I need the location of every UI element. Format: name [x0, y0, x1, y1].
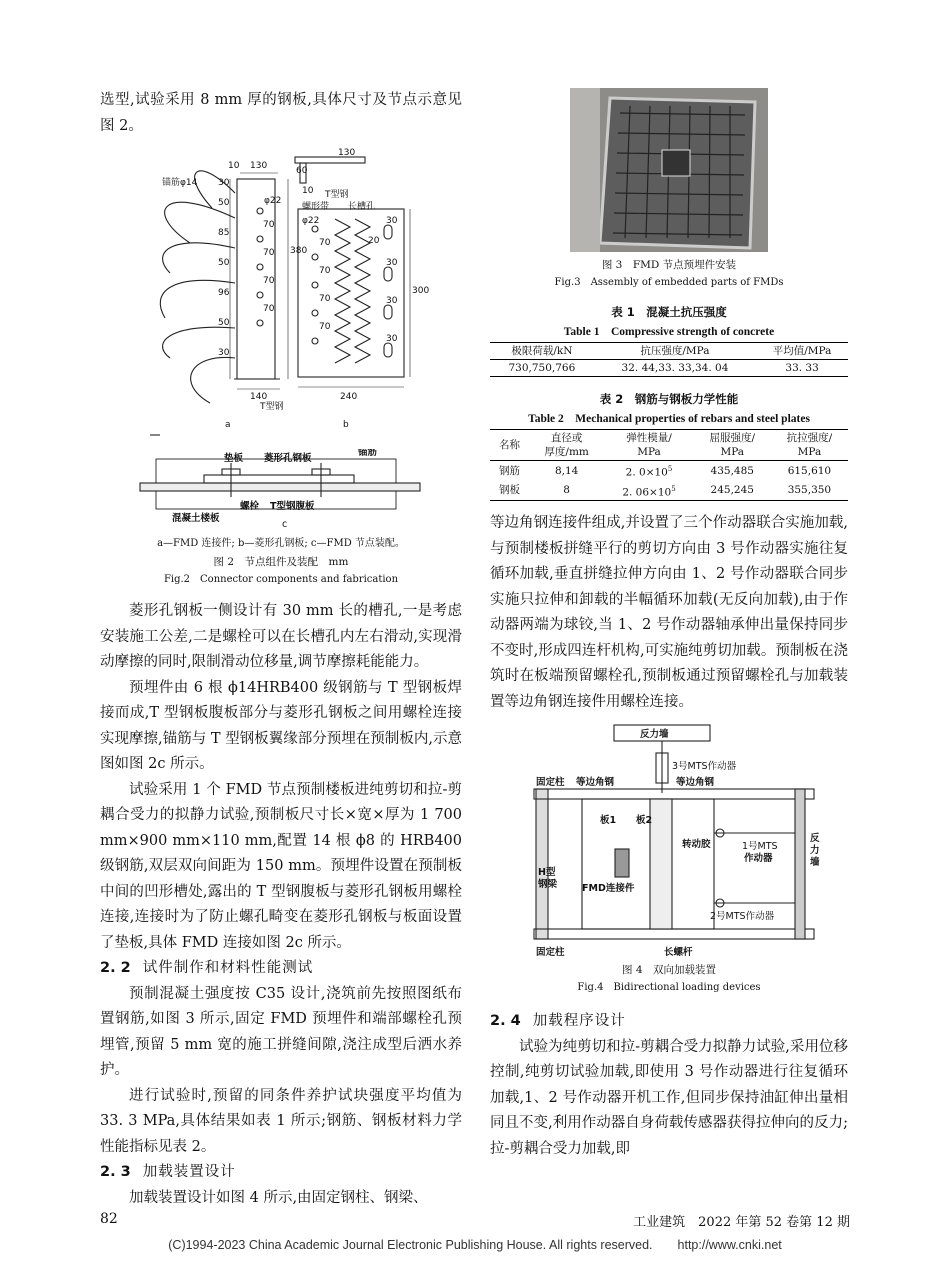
figure-2c	[100, 449, 462, 529]
table-cell: 615,610	[787, 464, 832, 477]
table-1-header: 极限荷载/kN	[490, 343, 594, 360]
label-board2: 板2	[636, 815, 653, 826]
dim-30c: 30	[386, 216, 398, 226]
paragraph-1: 菱形孔钢板一侧设计有 30 mm 长的槽孔,一是考虑安装施工公差,二是螺栓可以在长槽孔内左右滑动,实现滑动摩擦的同时,限制滑动位移量,调节摩擦耗能能力。	[100, 603, 462, 670]
label-hbeam-2: 钢梁	[538, 879, 558, 890]
figure-2c-drawing	[100, 449, 462, 529]
dim-96: 96	[218, 288, 230, 298]
table-cell: 8,14	[554, 464, 579, 477]
label-a: a	[225, 420, 231, 430]
paragraph-4: 预制混凝土强度按 C35 设计,浇筑前先按照图纸布置钢筋,如图 3 所示,固定 FMD 预埋件和端部螺栓孔预埋管,预留 5 mm 宽的施工拼缝间隙,浇注成型后洒水养护。	[100, 985, 462, 1078]
copyright-line: (C)1994-2023 China Academic Journal Electronic Publishing House. All rights reserved. http://www.cnki.net	[168, 1238, 782, 1252]
label-web: T型钢腹板	[270, 501, 315, 512]
page-number: 82	[100, 1211, 118, 1227]
left-column	[100, 88, 462, 1211]
table-cell: 245,245	[694, 481, 771, 501]
table-1-header: 平均值/MPa	[756, 343, 848, 360]
figure-4-drawing	[490, 723, 848, 961]
label-fixed-col-bottom: 固定柱	[536, 947, 565, 958]
figure-2-caption-cn: 图 2 节点组件及装配 mm	[213, 556, 349, 568]
paragraph-6: 加载装置设计如图 4 所示,由固定钢柱、钢梁、	[129, 1189, 428, 1206]
table-row	[490, 360, 848, 377]
label-pad: 垫板	[224, 453, 244, 464]
label-slot: 长槽孔	[348, 202, 376, 212]
section-2-3-heading: 2. 3 加载装置设计	[100, 1164, 236, 1180]
figure-3-caption-en: Fig.3 Assembly of embedded parts of FMDs	[554, 277, 784, 288]
table-2-header-tensile: 抗拉强度/ MPa	[771, 430, 848, 461]
table-2-header-yield: 屈服强度/ MPa	[694, 430, 771, 461]
label-reaction-wall-top: 反力墙	[640, 729, 669, 740]
journal-info: 工业建筑 2022 年第 52 卷第 12 期	[633, 1215, 850, 1230]
table-cell: 2. $0\times 10^5$	[625, 465, 673, 479]
table-1-header: 抗压强度/MPa	[594, 343, 756, 360]
dim-70e: 70	[319, 238, 331, 248]
table-cell: 435,485	[710, 464, 754, 477]
figure-4	[490, 723, 848, 961]
label-wall-r3: 墙	[810, 857, 820, 868]
dim-30e: 30	[386, 296, 398, 306]
table-2	[490, 429, 848, 501]
dim-140: 140	[250, 392, 268, 402]
table-2-title-cn: 表 2 钢筋与钢板力学性能	[599, 392, 739, 406]
table-cell: 8	[529, 481, 604, 501]
dim-300: 300	[412, 286, 430, 296]
table-1	[490, 342, 848, 377]
dim-70b: 70	[263, 248, 275, 258]
dim-130a: 130	[250, 161, 268, 171]
dim-50b: 50	[218, 258, 230, 268]
label-t-steel-bottom: T型钢	[260, 402, 284, 412]
label-c: c	[282, 519, 288, 529]
label-fixed-col-top: 固定柱	[536, 777, 565, 788]
dim-phi22a: φ22	[264, 196, 282, 206]
table-1-title-cn: 表 1 混凝土抗压强度	[611, 305, 727, 319]
dim-380: 380	[290, 246, 308, 256]
dim-70f: 70	[319, 266, 331, 276]
paragraph-5: 进行试验时,预留的同条件养护试块强度平均值为 33. 3 MPa,具体结果如表 1 所示;钢筋、钢板材料力学性能指标见表 2。	[100, 1087, 462, 1155]
dim-240: 240	[340, 392, 358, 402]
dim-70h: 70	[319, 322, 331, 332]
label-wall-r2: 力	[810, 845, 820, 856]
label-hinge: 转动胶	[682, 839, 711, 850]
dim-30a: 30	[218, 178, 230, 188]
label-b: b	[343, 420, 349, 430]
figure-3-photo	[570, 88, 768, 252]
table-cell: 32. 44,33. 33,34. 04	[594, 360, 756, 377]
table-row	[490, 481, 848, 501]
table-row	[490, 461, 848, 481]
label-hbeam-1: H型	[538, 867, 556, 878]
figure-2	[100, 143, 462, 449]
dim-10b: 10	[302, 186, 314, 196]
dim-70c: 70	[263, 276, 275, 286]
figure-2-legend: a—FMD 连接件; b—菱形孔钢板; c—FMD 节点装配。	[157, 538, 405, 549]
paragraph-intro: 选型,试验采用 8 mm 厚的钢板,具体尺寸及节点示意见图 2。	[100, 92, 462, 134]
figure-3-caption-cn: 图 3 FMD 节点预埋件安装	[601, 259, 737, 271]
label-mts1-b: 作动器	[744, 853, 773, 864]
table-2-header-mod: 弹性模量/ MPa	[604, 430, 693, 461]
table-cell: 730,750,766	[490, 360, 594, 377]
figure-4-caption-cn: 图 4 双向加载装置	[621, 964, 717, 976]
label-bolt: 螺栓	[240, 501, 260, 512]
dim-70a: 70	[263, 220, 275, 230]
table-cell: 钢板	[490, 481, 529, 501]
paragraph-right-1: 等边角钢连接件组成,并设置了三个作动器联合实施加载,与预制楼板拼缝平行的剪切方向由 3 号作动器实施往复循环加载,垂直拼缝拉伸方向由 1、2 号作动器联合同步实施只拉伸和卸载的半幅循环加载(无反向加载),由于作动器两端为球铰,当 1、2 号作动器轴承伸出量保持同步不变时,形成四连杆机构,可实施纯剪切加载。预制板在浇筑时在板端预留螺栓孔,预制板通过预留螺栓孔与加载装置等边角钢连接件用螺栓连接。	[490, 515, 848, 710]
section-2-2-heading: 2. 2 试件制作和材料性能测试	[100, 960, 314, 976]
label-board1: 板1	[600, 815, 617, 826]
dim-30b: 30	[218, 348, 230, 358]
label-band: 螺形带	[302, 202, 330, 212]
table-cell: 2. $06\times 10^5$	[604, 481, 693, 501]
label-mts2: 2号MTS作动器	[710, 911, 775, 922]
dim-130b: 130	[338, 148, 356, 158]
right-column	[490, 88, 848, 1162]
paragraph-3: 试验采用 1 个 FMD 节点预制楼板进纯剪切和拉-剪耦合受力的拟静力试验,预制板尺寸长×宽×厚为 1 700 mm×900 mm×110 mm,配置 14 根 ϕ8 的 HRB400 级钢筋,双层双向间距为 150 mm。预埋件设置在预制板中间的凹形槽处,露出的 T 型钢腹板与菱形孔钢板用螺栓连接,连接时为了防止螺孔畸变在菱形孔钢板与板面设置了垫板,具体 FMD 连接如图 2c 所示。	[100, 781, 462, 951]
table-2-header-dia: 直径或 厚度/mm	[529, 430, 604, 461]
label-anchor: 锚筋φ14	[162, 178, 198, 188]
label-t-steel-top: T型钢	[325, 190, 349, 200]
figure-2-caption-en: Fig.2 Connector components and fabrication	[163, 574, 399, 585]
dim-70d: 70	[263, 304, 275, 314]
label-mts1-a: 1号MTS	[742, 841, 778, 852]
dim-70g: 70	[319, 294, 331, 304]
label-angle-left: 等边角钢	[576, 777, 615, 788]
dim-10a: 10	[228, 161, 240, 171]
dim-30f: 30	[386, 334, 398, 344]
label-mts3: 3号MTS作动器	[672, 761, 737, 772]
paragraph-right-2: 试验为纯剪切和拉-剪耦合受力拟静力试验,采用位移控制,纯剪切试验加载,即使用 3 号作动器进行往复循环加载,1、2 号作动器开机工作,但同步保持油缸伸出量相同且不变,利用作动器自身荷载传感器获得拉伸向的反力;拉-剪耦合受力加载,即	[490, 1038, 848, 1157]
table-2-title-en: Table 2 Mechanical properties of rebars and steel plates	[528, 413, 810, 425]
dim-20: 20	[368, 236, 380, 246]
label-slab: 混凝土楼板	[172, 513, 220, 524]
dim-50a: 50	[218, 198, 230, 208]
dim-50c: 50	[218, 318, 230, 328]
label-angle-right: 等边角钢	[676, 777, 715, 788]
figure-3-photo-drawing	[570, 88, 768, 252]
dim-30d: 30	[386, 258, 398, 268]
label-wall-r1: 反	[810, 833, 820, 844]
table-1-title-en: Table 1 Compressive strength of concrete	[563, 326, 775, 338]
figure-4-caption-en: Fig.4 Bidirectional loading devices	[577, 982, 761, 993]
dim-phi22b: φ22	[302, 216, 320, 226]
label-rebar: 锚筋	[358, 449, 378, 458]
paragraph-2: 预埋件由 6 根 ϕ14HRB400 级钢筋与 T 型钢板焊接而成,T 型钢板腹板部分与菱形孔钢板之间用螺栓连接实现摩擦,锚筋与 T 型钢板翼缘部分预埋在预制板内,示意图如图 2c 所示。	[100, 679, 462, 772]
dim-60: 60	[296, 166, 308, 176]
label-diamond-plate: 菱形孔钢板	[264, 453, 312, 464]
table-cell: 355,350	[771, 481, 848, 501]
table-cell: 33. 33	[756, 360, 848, 377]
dim-85: 85	[218, 228, 230, 238]
label-link: 长螺杆	[664, 947, 693, 958]
figure-2-drawing	[100, 143, 462, 449]
table-2-header-name: 名称	[490, 430, 529, 461]
table-cell: 钢筋	[498, 464, 520, 477]
section-2-4-heading: 2. 4 加载程序设计	[490, 1013, 626, 1029]
label-fmd: FMD连接件	[582, 883, 635, 894]
